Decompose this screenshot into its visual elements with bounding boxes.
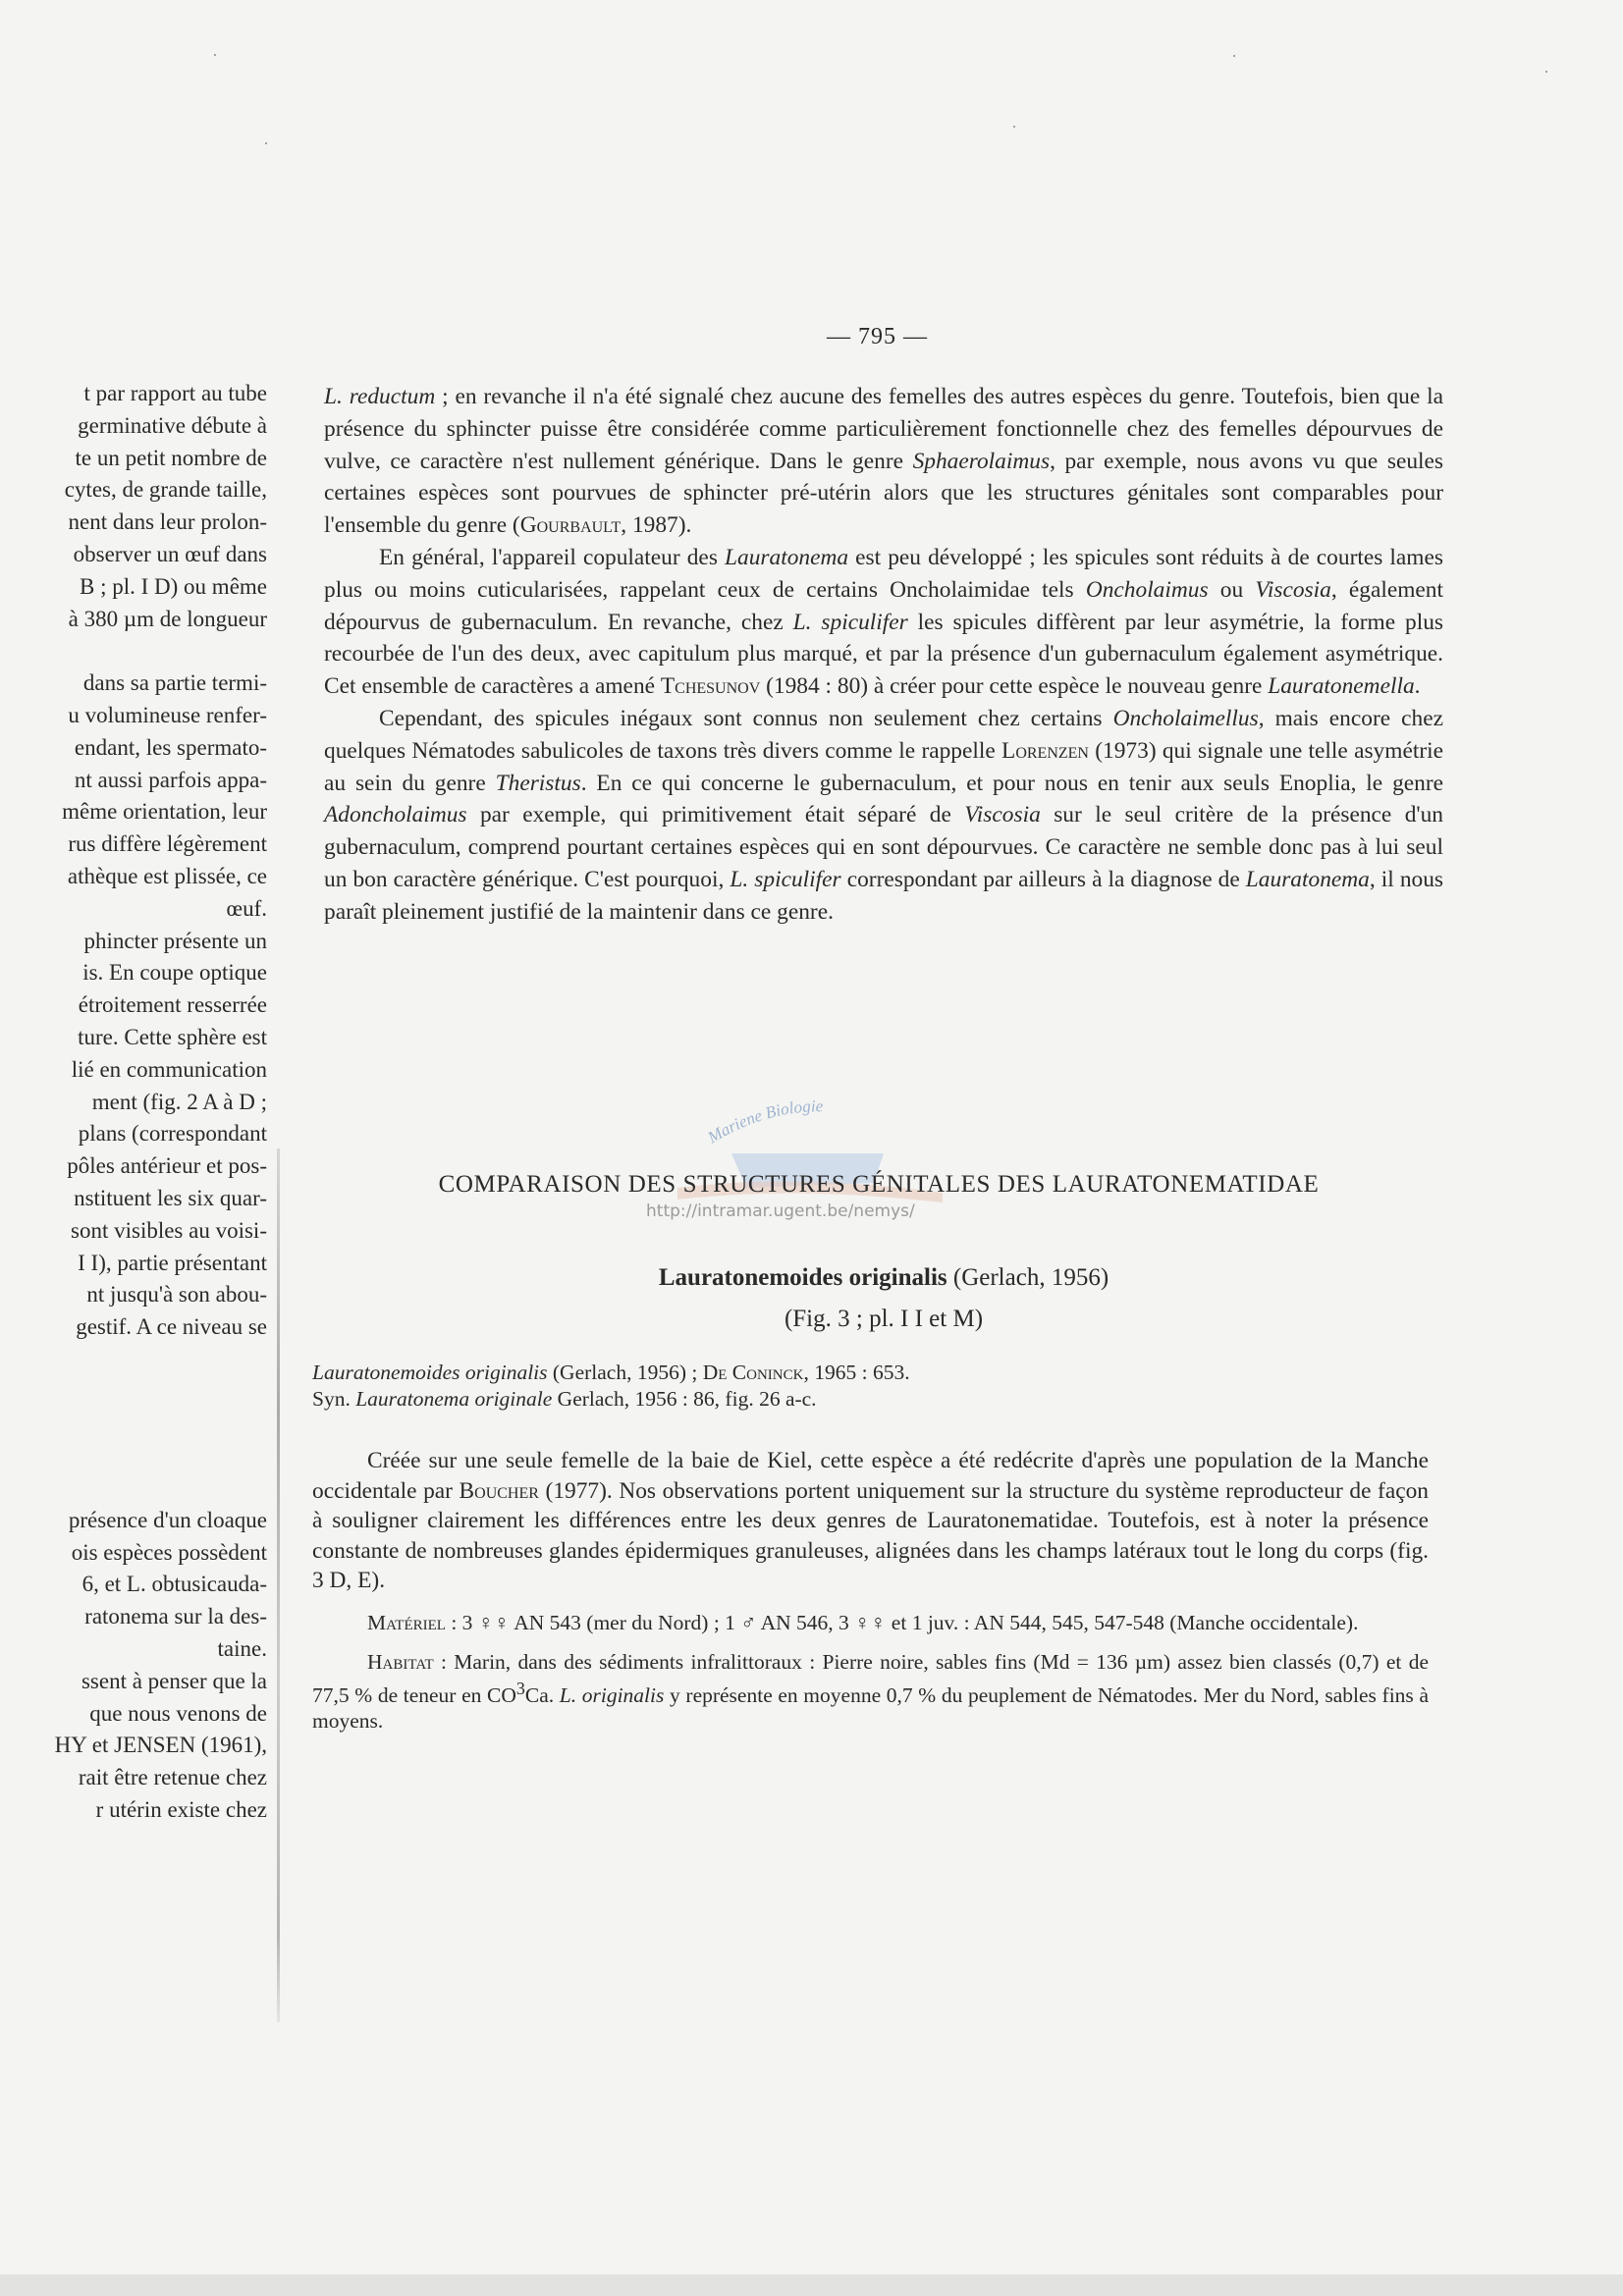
left-fragment-line: rus diffère légèrement bbox=[68, 831, 267, 857]
main-text bbox=[324, 381, 1443, 929]
synonymy bbox=[312, 1360, 1441, 1413]
left-fragment-line: nstituent les six quar- bbox=[74, 1185, 267, 1210]
left-fragment-line: à 380 µm de longueur bbox=[68, 606, 267, 631]
page-binding-edge bbox=[277, 1148, 280, 2022]
author-name: Boucher bbox=[459, 1477, 539, 1504]
scan-bottom-edge bbox=[0, 2274, 1623, 2296]
left-fragment-line: observer un œuf dans bbox=[73, 541, 267, 566]
left-fragment-line: athèque est plissée, ce bbox=[67, 863, 267, 888]
synonymy-line-2: Syn. Lauratonema originale Gerlach, 1956 : 86, fig. 26 a-c. bbox=[312, 1387, 817, 1411]
left-fragment-line bbox=[0, 1409, 267, 1441]
species-name: L. spiculifer bbox=[792, 609, 908, 635]
left-fragment-line: nt aussi parfois appa- bbox=[74, 767, 267, 792]
scan-speck bbox=[1013, 126, 1015, 128]
left-fragment-line: ssent à penser que la bbox=[81, 1668, 267, 1693]
left-fragment-line: ture. Cette sphère est bbox=[78, 1024, 267, 1049]
paragraph-3: Cependant, des spicules inégaux sont connus non seulement chez certains Oncholaimellus, mais encore chez quelques Nématodes sabulicoles de taxons très divers comme le rappelle Lorenzen (1973) qui signale une telle asymétrie au sein du genre Theristus. En ce qui concerne le gubernaculum, et pour nous en tenir aux seuls Enoplia, le genre Adoncholaimus par exemple, qui primitivement était séparé de Viscosia sur le seul critère de la présence d'un gubernaculum, comprend pourtant certaines espèces qui en sont dépourvues. Ce caractère ne semble donc pas à lui seul un bon caractère générique. C'est pourquoi, L. spiculifer correspondant par ailleurs à la diagnose de Lauratonema, il nous paraît pleinement justifié de la maintenir dans ce genre. bbox=[324, 705, 1444, 925]
genus-name: Viscosia bbox=[1255, 576, 1331, 603]
left-fragment-line: 6, et L. obtusicauda- bbox=[81, 1572, 267, 1597]
habitat-paragraph: Habitat : Marin, dans des sédiments infralittoraux : Pierre noire, sables fins (Md = 136 µm) assez bien classés (0,7) et de 77,5 % de teneur en $CO^3Ca$. L. originalis y représente en moyenne 0,7 % du peuplement de Nématodes. Mer du Nord, sables fins à moyens. bbox=[312, 1650, 1429, 1734]
synonymy-line-1: Lauratonemoides originalis (Gerlach, 1956) ; De Coninck, 1965 : 653. bbox=[312, 1361, 910, 1384]
author-name: Lorenzen bbox=[1001, 737, 1089, 764]
left-fragment-line: nt jusqu'à son abou- bbox=[86, 1282, 267, 1308]
species-description bbox=[312, 1446, 1429, 1735]
left-fragment-line bbox=[0, 1376, 267, 1409]
left-fragment-line bbox=[0, 1344, 267, 1376]
left-fragment-line: r utérin existe chez bbox=[95, 1797, 267, 1823]
left-fragment-line: germinative débute à bbox=[78, 412, 267, 438]
scan-speck bbox=[214, 54, 216, 56]
species-heading: Lauratonemoides originalis (Gerlach, 1956) bbox=[658, 1264, 1109, 1291]
svg-text:Mariene Biologie bbox=[704, 1096, 824, 1148]
author-name: Tchesunov bbox=[660, 673, 761, 700]
scan-speck bbox=[265, 142, 267, 144]
genus-name: Sphaerolaimus bbox=[912, 448, 1051, 474]
left-fragment-line: HY et JENSEN (1961), bbox=[54, 1733, 267, 1758]
left-fragment-line: rait être retenue chez bbox=[78, 1765, 267, 1790]
genus-name: Oncholaimus bbox=[1085, 576, 1209, 603]
genus-name: Lauratonemella bbox=[1268, 673, 1415, 700]
materiel-paragraph: Matériel : 3 ♀♀ AN 543 (mer du Nord) ; 1 ♂ AN 546, 3 ♀♀ et 1 juv. : AN 544, 545, 547-548 (Manche occidentale). bbox=[367, 1610, 1359, 1634]
left-fragment-line: plans (correspondant bbox=[78, 1121, 267, 1147]
left-fragment-line: gestif. A ce niveau se bbox=[76, 1314, 267, 1340]
left-fragment-line: sont visibles au voisi- bbox=[71, 1217, 267, 1243]
left-fragment-line: endant, les spermato- bbox=[74, 734, 267, 760]
scan-speck bbox=[1545, 71, 1547, 73]
paragraph-2: En général, l'appareil copulateur des Lauratonema est peu développé ; les spicules sont réduits à de courtes lames plus ou moins cuticularisées, rappelant ceux de certains Oncholaimidae tels Oncholaimus ou Viscosia, également dépourvus de gubernaculum. En revanche, chez L. spiculifer les spicules diffèrent par leur asymétrie, la forme plus recourbée de l'un des deux, avec capitulum plus marqué, et par la présence d'un gubernaculum également asymétrique. Cet ensemble de caractères a amené Tchesunov (1984 : 80) à créer pour cette espèce le nouveau genre Lauratonemella. bbox=[324, 544, 1443, 700]
left-fragment-line bbox=[0, 635, 267, 667]
left-fragment-line bbox=[0, 1440, 267, 1472]
left-fragment-line: B ; pl. I D) ou même bbox=[80, 573, 267, 599]
left-fragment-line: que nous venons de bbox=[89, 1700, 267, 1726]
left-fragment-line: ment (fig. 2 A à D ; bbox=[91, 1089, 267, 1114]
left-fragment-line: t par rapport au tube bbox=[83, 381, 267, 405]
left-fragment-line: te un petit nombre de bbox=[75, 445, 267, 470]
left-fragment-line bbox=[0, 1472, 267, 1505]
left-fragment-line: u volumineuse renfer- bbox=[68, 702, 267, 727]
left-fragment-line: dans sa partie termi- bbox=[82, 670, 267, 696]
left-fragment-line: ratonema sur la des- bbox=[84, 1604, 267, 1629]
species-name: L. spiculifer bbox=[730, 866, 841, 892]
section-title: COMPARAISON DES STRUCTURES GÉNITALES DES LAURATONEMATIDAE bbox=[438, 1171, 1320, 1198]
left-fragment-line: nent dans leur prolon- bbox=[68, 509, 267, 535]
left-fragment-line: ois espèces possèdent bbox=[71, 1539, 267, 1565]
genus-name: Lauratonema bbox=[725, 544, 849, 570]
genus-name: Oncholaimellus bbox=[1112, 705, 1259, 731]
watermark-url: http://intramar.ugent.be/nemys/ bbox=[646, 1201, 915, 1221]
left-fragment-line: is. En coupe optique bbox=[82, 960, 267, 986]
left-fragment-line: lié en communication bbox=[71, 1056, 267, 1082]
paragraph-1: L. reductum ; en revanche il n'a été signalé chez aucune des femelles des autres espèces du genre. Toutefois, bien que la présence du sphincter puisse être considérée comme particulièrement fonctionnelle chez des femelles dépourvues de vulve, ce caractère n'est nullement générique. Dans le genre Sphaerolaimus, par exemple, nous avons vu que seules certaines espèces sont pourvues de sphincter pré-utérin alors que les structures génitales sont comparables pour l'ensemble du genre (Gourbault, 1987). bbox=[324, 384, 1444, 539]
species-name: L. reductum bbox=[324, 384, 436, 409]
left-fragment-line: I I), partie présentant bbox=[78, 1250, 267, 1275]
scan-speck bbox=[1233, 55, 1235, 57]
description-paragraph: Créée sur une seule femelle de la baie de Kiel, cette espèce a été redécrite d'après une population de la Manche occidentale par Boucher (1977). Nos observations portent uniquement sur la structure du système reproducteur de façon à souligner clairement les différences entre les deux genres de Lauratonematidae. Toutefois, est à noter la présence constante de nombreuses glandes épidermiques granuleuses, alignées dans les champs latéraux tout le long du corps (fig. 3 D, E). bbox=[312, 1448, 1429, 1593]
genus-name: Lauratonema bbox=[1245, 866, 1370, 892]
left-fragment-line: présence d'un cloaque bbox=[68, 1507, 267, 1532]
left-fragment-line: cytes, de grande taille, bbox=[64, 477, 267, 503]
figure-reference: (Fig. 3 ; pl. I I et M) bbox=[784, 1306, 984, 1332]
left-fragment-line: phincter présente un bbox=[83, 928, 267, 953]
genus-name: Viscosia bbox=[964, 802, 1041, 828]
genus-name: Adoncholaimus bbox=[324, 802, 467, 828]
left-column-fragment bbox=[0, 378, 267, 1827]
left-fragment-line: pôles antérieur et pos- bbox=[67, 1153, 267, 1179]
left-fragment-line: même orientation, leur bbox=[62, 799, 267, 825]
left-fragment-line: taine. bbox=[217, 1636, 267, 1662]
left-fragment-line: œuf. bbox=[226, 895, 267, 921]
watermark-logo-text: Mariene Biologie bbox=[704, 1096, 824, 1148]
page-number: — 795 — bbox=[827, 324, 928, 349]
author-name: Gourbault bbox=[519, 512, 622, 539]
genus-name: Theristus bbox=[495, 770, 581, 796]
left-fragment-line: étroitement resserrée bbox=[78, 992, 267, 1018]
